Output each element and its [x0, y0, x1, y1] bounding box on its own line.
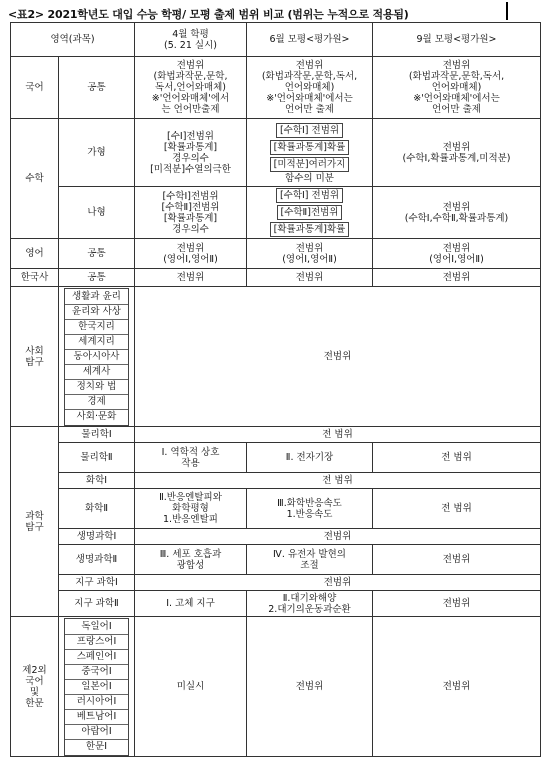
social-subject: 경제	[65, 395, 128, 410]
language-subject: 스페인어Ⅰ	[65, 650, 128, 665]
science-merged: 전 범위	[135, 473, 541, 489]
header-april: 4월 학평 (5. 21 실시)	[135, 23, 247, 57]
science-sub: 화학Ⅰ	[59, 473, 135, 489]
language-subject: 중국어Ⅰ	[65, 665, 128, 680]
science-april: Ⅲ. 세포 호흡과 광합성	[135, 545, 247, 575]
social-subject: 사회·문화	[76, 410, 117, 422]
second-language-subject-list	[64, 618, 129, 756]
history-label: 한국사	[11, 269, 59, 287]
english-september: 전범위 (영어Ⅰ,영어Ⅱ)	[373, 239, 541, 269]
social-subject-list	[64, 288, 129, 426]
science-merged: 전범위	[135, 575, 541, 591]
language-subject: 일본어Ⅰ	[65, 680, 128, 695]
english-sub: 공통	[59, 239, 135, 269]
row-science	[11, 489, 541, 529]
math-na-april: [수학Ⅰ]전범위 [수학Ⅱ]전범위 [확률과통계] 경우의수	[135, 187, 247, 239]
language-subject: 프랑스어Ⅰ	[65, 635, 128, 650]
math-ga-june-2: [확률과통계]확률	[270, 140, 350, 155]
science-sub: 화학Ⅱ	[59, 489, 135, 529]
science-april: Ⅰ. 역학적 상호 작용	[135, 443, 247, 473]
row-math-na	[11, 187, 541, 239]
science-label: 과학 탐구	[11, 427, 59, 617]
science-september: 전범위	[373, 545, 541, 575]
row-english	[11, 239, 541, 269]
korean-label: 국어	[11, 57, 59, 119]
math-label: 수학	[11, 119, 59, 239]
row-science	[11, 545, 541, 575]
science-september: 전 범위	[373, 443, 541, 473]
table-caption: <표2> 2021학년도 대입 수능 학평/ 모평 출제 범위 비교 (범위는 누적으로 적용됨)	[8, 8, 409, 21]
second-language-april: 미실시	[135, 617, 247, 757]
science-sub: 물리학Ⅱ	[59, 443, 135, 473]
row-science	[11, 529, 541, 545]
language-subject: 러시아어Ⅰ	[65, 695, 128, 710]
row-science	[11, 575, 541, 591]
social-label: 사회 탐구	[11, 287, 59, 427]
math-na-june	[247, 187, 373, 239]
language-subject: 한문Ⅰ	[85, 740, 108, 752]
english-april: 전범위 (영어Ⅰ,영어Ⅱ)	[135, 239, 247, 269]
header-row	[11, 23, 541, 57]
history-september: 전범위	[373, 269, 541, 287]
social-subject: 생활과 윤리	[65, 290, 128, 305]
english-label: 영어	[11, 239, 59, 269]
math-ga-sub: 가형	[59, 119, 135, 187]
row-korean	[11, 57, 541, 119]
korean-sub: 공통	[59, 57, 135, 119]
language-subject: 아랍어Ⅰ	[65, 725, 128, 740]
second-language-september: 전범위	[373, 617, 541, 757]
social-subject: 세계사	[65, 365, 128, 380]
header-september: 9월 모평<평가원>	[373, 23, 541, 57]
science-april: Ⅰ. 고체 지구	[135, 591, 247, 617]
science-sub: 생명과학Ⅱ	[59, 545, 135, 575]
social-subject: 세계지리	[65, 335, 128, 350]
row-second-language	[11, 617, 541, 757]
social-range: 전범위	[135, 287, 541, 427]
math-na-september: 전범위 (수학Ⅰ,수학Ⅱ,확률과통계)	[373, 187, 541, 239]
math-ga-april: [수Ⅰ]전범위 [확률과통계] 경우의수 [미적분]수열의극한	[135, 119, 247, 187]
history-april: 전범위	[135, 269, 247, 287]
exam-range-table	[10, 22, 541, 757]
social-subjects	[59, 287, 135, 427]
math-ga-september: 전범위 (수학Ⅰ,확률과통계,미적분)	[373, 119, 541, 187]
science-september: 전 범위	[373, 489, 541, 529]
row-science	[11, 591, 541, 617]
math-ga-june	[247, 119, 373, 187]
science-june: Ⅲ.화학반응속도 1.반응속도	[247, 489, 373, 529]
science-june: Ⅱ.대기와해양 2.대기의운동과순환	[247, 591, 373, 617]
science-sub: 지구 과학Ⅰ	[59, 575, 135, 591]
math-na-june-1: [수학Ⅰ] 전범위	[276, 188, 343, 203]
row-social	[11, 287, 541, 427]
row-science	[11, 473, 541, 489]
science-sub: 생명과학Ⅰ	[59, 529, 135, 545]
korean-april: 전범위 (화법과작문,문학, 독서,언어와매체) ※'언어와매체'에서 는 언어만출제	[135, 57, 247, 119]
row-history	[11, 269, 541, 287]
science-sub: 물리학Ⅰ	[59, 427, 135, 443]
header-area: 영역(과목)	[11, 23, 135, 57]
science-merged: 전범위	[135, 529, 541, 545]
science-merged: 전 범위	[135, 427, 541, 443]
language-subject: 독일어Ⅰ	[65, 620, 128, 635]
second-language-subjects	[59, 617, 135, 757]
row-science	[11, 443, 541, 473]
row-science	[11, 427, 541, 443]
history-sub: 공통	[59, 269, 135, 287]
science-june: Ⅳ. 유전자 발현의 조절	[247, 545, 373, 575]
korean-september: 전범위 (화법과작문,문학,독서, 언어와매체) ※'언어와매체'에서는 언어만 출제	[373, 57, 541, 119]
math-ga-june-4: 함수의 미분	[285, 172, 334, 184]
header-june: 6월 모평<평가원>	[247, 23, 373, 57]
math-ga-june-1: [수학Ⅰ] 전범위	[276, 123, 343, 138]
science-september: 전범위	[373, 591, 541, 617]
history-june: 전범위	[247, 269, 373, 287]
social-subject: 동아시아사	[65, 350, 128, 365]
science-sub: 지구 과학Ⅱ	[59, 591, 135, 617]
social-subject: 윤리와 사상	[65, 305, 128, 320]
math-na-june-3: [확률과통계]확률	[270, 222, 350, 237]
science-april: Ⅱ.반응엔탈피와 화학평형 1.반응엔탈피	[135, 489, 247, 529]
science-june: Ⅱ. 전자기장	[247, 443, 373, 473]
english-june: 전범위 (영어Ⅰ,영어Ⅱ)	[247, 239, 373, 269]
second-language-label: 제2외 국어 및 한문	[11, 617, 59, 757]
language-subject: 베트남어Ⅰ	[65, 710, 128, 725]
row-math-ga	[11, 119, 541, 187]
math-ga-june-3: [미적분]여러가지	[270, 157, 350, 172]
math-na-june-2: [수학Ⅱ]전범위	[277, 205, 343, 220]
social-subject: 정치와 법	[65, 380, 128, 395]
korean-june: 전범위 (화법과작문,문학,독서, 언어와매체) ※'언어와매체'에서는 언어만 출제	[247, 57, 373, 119]
math-na-sub: 나형	[59, 187, 135, 239]
second-language-june: 전범위	[247, 617, 373, 757]
social-subject: 한국지리	[65, 320, 128, 335]
